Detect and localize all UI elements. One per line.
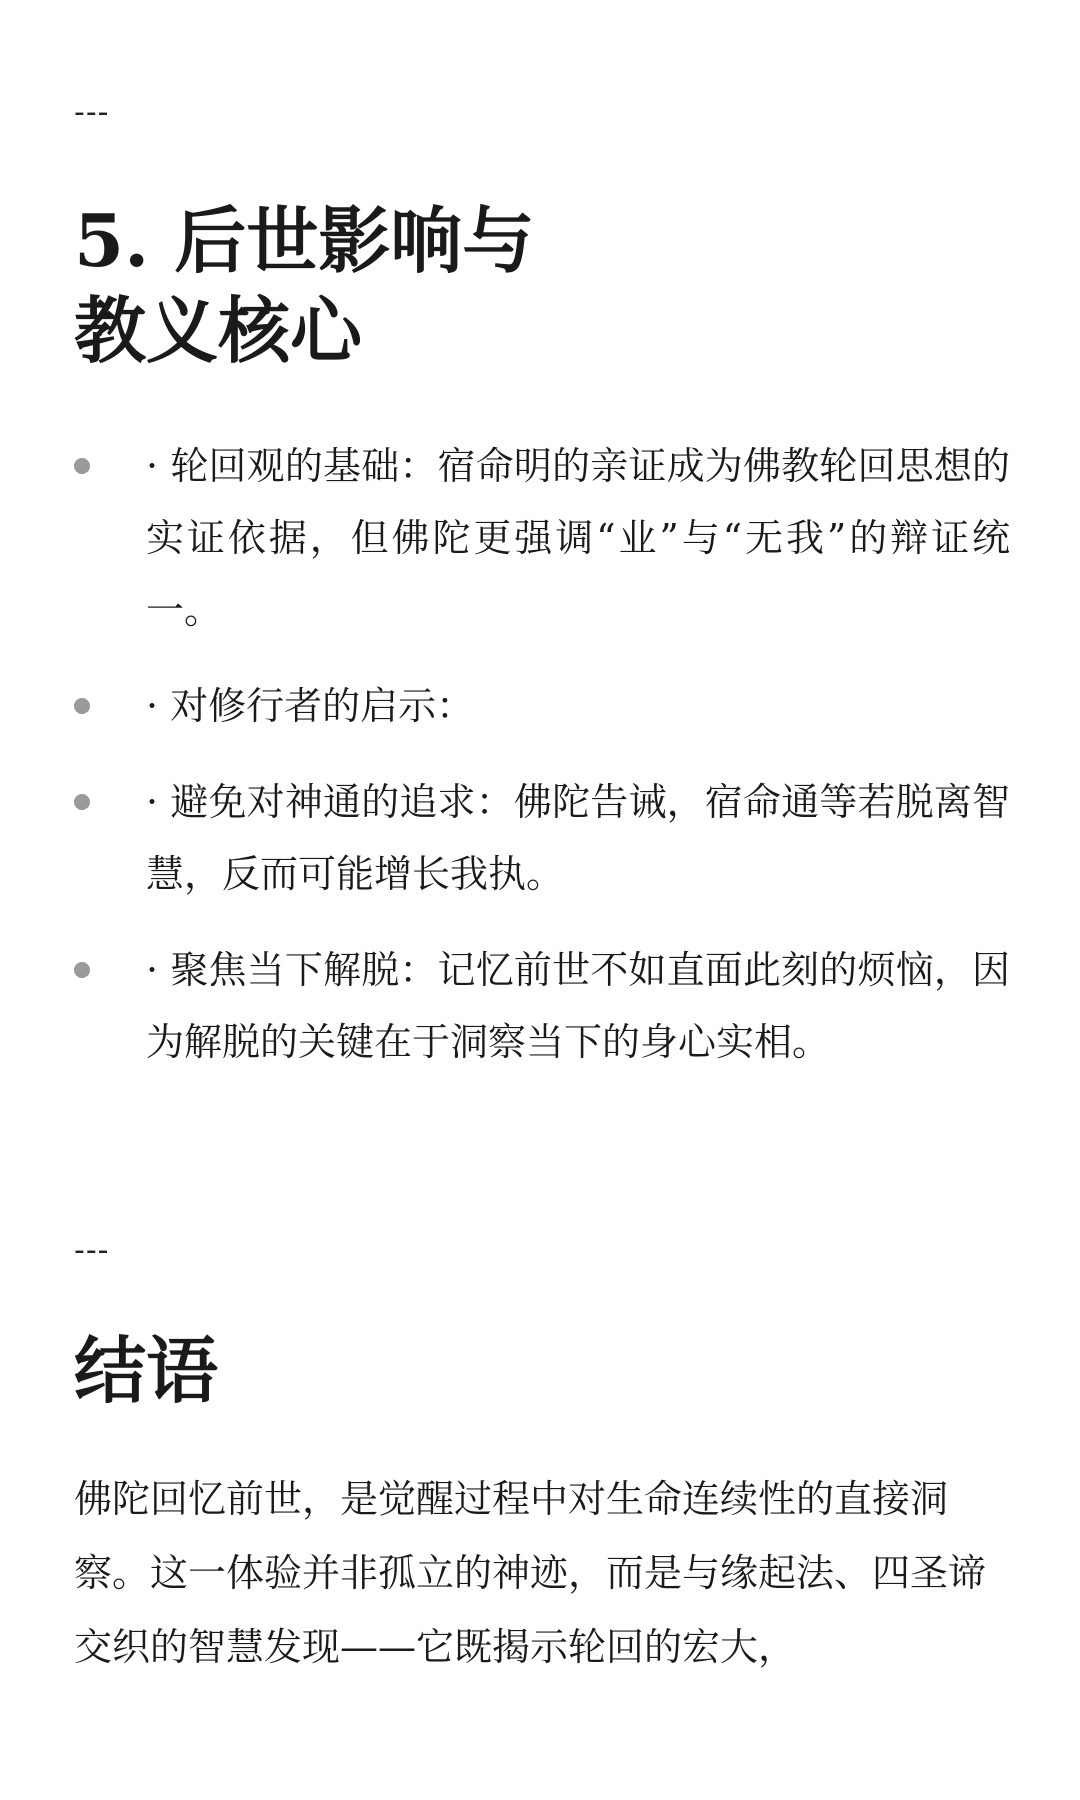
bullet-list xyxy=(74,430,1010,1102)
list-item-text: · 避免对神通的追求：佛陀告诫，宿命通等若脱离智慧，反而可能增长我执。 xyxy=(146,780,1010,896)
list-item-text: · 轮回观的基础：宿命明的亲证成为佛教轮回思想的实证依据，但佛陀更强调“业”与“无我”的辩证统一。 xyxy=(146,444,1010,632)
list-item xyxy=(74,670,1010,742)
section-heading-line1: 5. 后世影响与 xyxy=(74,198,535,283)
bullet-dot-icon xyxy=(74,794,90,810)
list-item-text: · 聚焦当下解脱：记忆前世不如直面此刻的烦恼，因为解脱的关键在于洞察当下的身心实相。 xyxy=(146,948,1010,1064)
list-item-text: · 对修行者的启示： xyxy=(146,684,475,728)
conclusion-paragraph: 佛陀回忆前世，是觉醒过程中对生命连续性的直接洞察。这一体验并非孤立的神迹，而是与缘起法、四圣谛交织的智慧发现——它既揭示轮回的宏大， xyxy=(74,1477,987,1669)
bullet-dot-icon xyxy=(74,698,90,714)
list-item xyxy=(74,766,1010,910)
conclusion-heading: 结语 xyxy=(74,1328,219,1413)
bullet-dot-icon xyxy=(74,962,90,978)
list-item xyxy=(74,934,1010,1078)
section-heading xyxy=(74,196,574,376)
bullet-dot-icon xyxy=(74,458,90,474)
list-item xyxy=(74,430,1010,646)
horizontal-divider: --- xyxy=(74,95,110,130)
horizontal-divider: --- xyxy=(74,1233,110,1268)
section-heading-line2: 教义核心 xyxy=(74,288,363,373)
